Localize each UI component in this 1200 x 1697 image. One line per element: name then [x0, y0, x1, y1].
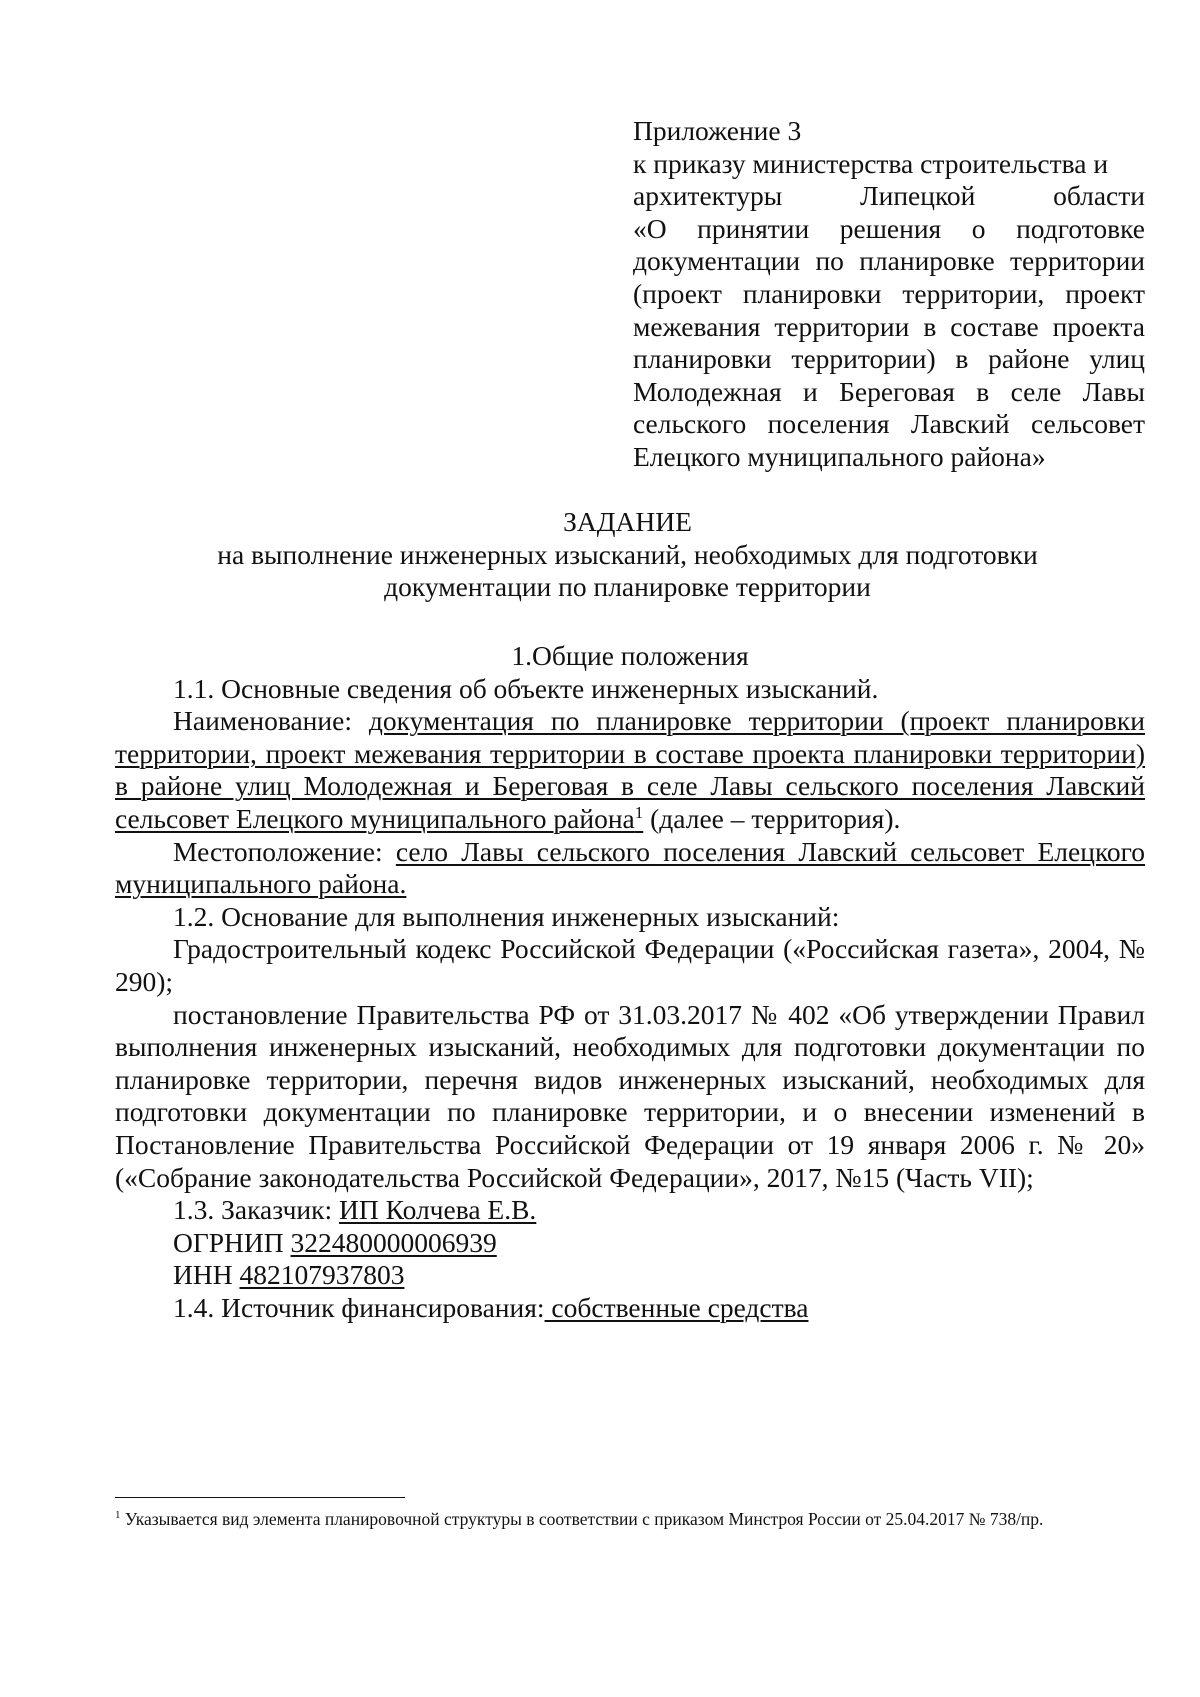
- footnote-separator: [115, 1497, 405, 1498]
- title-subline: на выполнение инженерных изысканий, необходимых для подготовки: [217, 538, 1038, 570]
- name-value: документация по планировке территории (проект планировки территории, проект межевания территории в составе проекта планировки территории) в районе улиц Молодежная и Береговая в селе Лавы сельского поселения Лавский сельсовет Елецкого муниципального района$^1$: [115, 705, 1145, 834]
- inn-line: [115, 1259, 1145, 1292]
- appendix-line: (проект планировки территории, проект: [633, 277, 1145, 309]
- footnote: [115, 1508, 1145, 1530]
- location-label: Местоположение:: [173, 835, 396, 867]
- appendix-line: Приложение 3: [633, 115, 802, 146]
- ogrnip-value: 322480000006939: [290, 1226, 497, 1258]
- appendix-block: [633, 115, 1145, 474]
- footnote-mark[interactable]: 1: [634, 802, 644, 822]
- footnote-text: Указывается вид элемента планировочной структуры в соответствии с приказом Минстроя России от 25.04.2017 № 738/пр.: [120, 1509, 1044, 1529]
- location-paragraph: [115, 836, 1145, 901]
- appendix-line: к приказу министерства строительства и: [633, 147, 1109, 179]
- footnote-number: 1: [115, 1509, 121, 1522]
- appendix-line: «О принятии решения о подготовке: [633, 212, 1145, 244]
- appendix-line: архитектуры Липецкой области: [633, 180, 1145, 212]
- appendix-line: Елецкого муниципального района»: [633, 440, 1046, 472]
- paragraph: 1.2. Основание для выполнения инженерных изысканий:: [173, 900, 840, 932]
- section-heading: 1.Общие положения: [511, 640, 749, 671]
- title-subline: документации по планировке территории: [384, 571, 871, 603]
- funding-value: собственные средства: [544, 1291, 809, 1323]
- customer-label: 1.3. Заказчик:: [173, 1194, 339, 1226]
- title-heading: ЗАДАНИЕ: [563, 506, 692, 537]
- ogrnip-line: [115, 1227, 1145, 1260]
- inn-label: ИНН: [173, 1259, 240, 1291]
- customer-line: [115, 1194, 1145, 1227]
- appendix-line: документации по планировке территории: [633, 245, 1145, 277]
- name-tail: (далее – территория).: [643, 802, 901, 834]
- appendix-line: межевания территории в составе проекта: [633, 310, 1145, 342]
- appendix-line: планировки территории) в районе улиц: [633, 343, 1145, 375]
- basis-paragraph: постановление Правительства РФ от 31.03.2017 № 402 «Об утверждении Правил выполнения инженерных изысканий, необходимых для подготовки документации по планировке территории, перечня видов инженерных изысканий, необходимых для подготовки документации по планировке территории, и о внесении изменений в Постановление Правительства Российской Федерации от 19 января 2006 г. № 20» («Собрание законодательства Российской Федерации», 2017, №15 (Часть VII);: [115, 998, 1145, 1193]
- document-body: [115, 640, 1145, 1324]
- appendix-line: сельского поселения Лавский сельсовет: [633, 408, 1145, 440]
- document-title: [110, 506, 1145, 604]
- appendix-line: Молодежная и Береговая в селе Лавы: [633, 375, 1145, 407]
- ogrnip-label: ОГРНИП: [173, 1226, 291, 1258]
- location-value: село Лавы сельского поселения Лавский сельсовет Елецкого муниципального района.: [115, 835, 1145, 900]
- customer-value: ИП Колчева Е.В.: [339, 1194, 537, 1226]
- inn-value: 482107937803: [239, 1259, 405, 1291]
- funding-line: [115, 1292, 1145, 1325]
- basis-paragraph: Градостроительный кодекс Российской Федерации («Российская газета», 2004, № 290);: [115, 933, 1145, 997]
- funding-label: 1.4. Источник финансирования:: [173, 1291, 545, 1323]
- paragraph: 1.1. Основные сведения об объекте инженерных изысканий.: [173, 672, 879, 704]
- name-label: Наименование:: [173, 705, 369, 737]
- name-paragraph: [115, 705, 1145, 835]
